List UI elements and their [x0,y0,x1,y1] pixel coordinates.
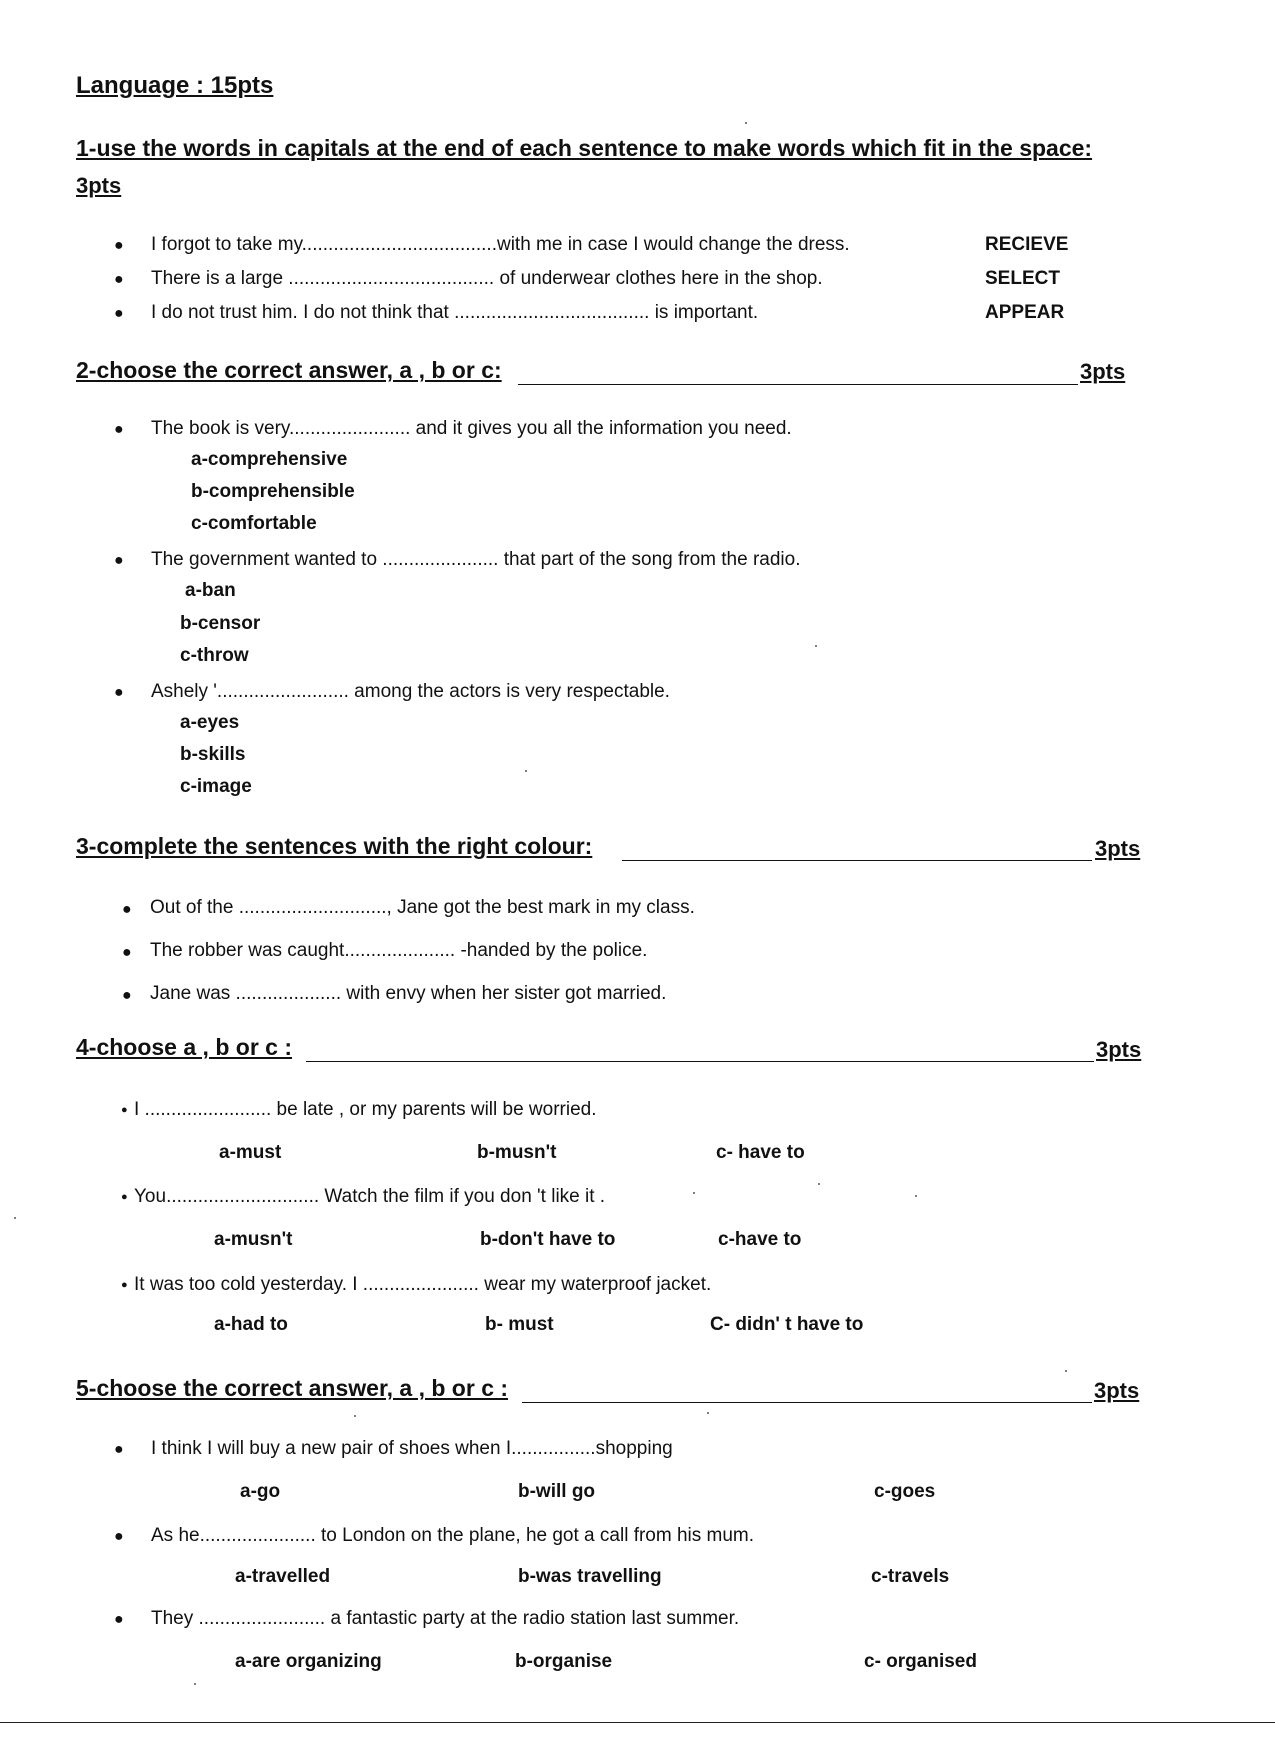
s3-sentence-3: Jane was .................... with envy when her sister got married. [150,983,667,1004]
s2-q1-option-c: c-comfortable [191,513,317,534]
s1-word-2: SELECT [985,268,1060,289]
s2-question-2: The government wanted to ...................... that part of the song from the radio. [151,549,801,570]
s4-q3-option-a: a-had to [214,1314,288,1335]
section-2-points: 3pts [1080,359,1126,384]
bullet-icon: ● [114,684,124,701]
s5-q2-option-c: c-travels [871,1566,950,1587]
section-5-points: 3pts [1094,1378,1140,1403]
section-4-points: 3pts [1096,1037,1142,1062]
page-title: Language : 15pts [76,72,274,99]
page-bottom-rule [0,1722,1275,1723]
s4-q1-option-b: b-musn't [477,1142,557,1163]
s5-q1-option-a: a-go [240,1481,281,1502]
s2-q2-option-b: b-censor [180,613,261,634]
s4-q1-option-a: a-must [219,1142,282,1163]
bullet-icon: ● [114,305,124,322]
s5-q2-option-a: a-travelled [235,1566,331,1587]
s5-q3-option-a: a-are organizing [235,1651,382,1672]
s2-q2-option-c: c-throw [180,645,249,666]
section-5-heading: 5-choose the correct answer, a , b or c : [76,1375,509,1401]
bullet-icon: ● [114,1528,124,1545]
heading-rule [522,1402,1092,1403]
scan-speck [707,1412,709,1414]
s5-question-3: They ........................ a fantastic party at the radio station last summer. [151,1608,740,1629]
s2-q1-option-b: b-comprehensible [191,481,355,502]
scan-speck [745,122,747,124]
heading-rule [518,384,1078,385]
s5-q2-option-b: b-was travelling [518,1566,662,1587]
bullet-icon: ● [121,1104,128,1116]
s5-q3-option-b: b-organise [515,1651,613,1672]
scan-speck [14,1217,16,1219]
bullet-icon: ● [114,271,124,288]
section-4-heading: 4-choose a , b or c : [76,1034,292,1060]
s2-question-3: Ashely '......................... among the actors is very respectable. [151,681,670,702]
s5-q1-option-b: b-will go [518,1481,596,1502]
s1-word-1: RECIEVE [985,234,1069,255]
section-2-heading: 2-choose the correct answer, a , b or c: [76,357,502,383]
section-3-points: 3pts [1095,836,1141,861]
scan-speck [194,1683,196,1685]
scan-speck [1065,1370,1067,1372]
scan-speck [354,1415,356,1417]
bullet-icon: ● [122,987,132,1004]
s3-sentence-1: Out of the ............................, Jane got the best mark in my class. [150,897,695,918]
s4-q2-option-a: a-musn't [214,1229,293,1250]
s4-q3-option-b: b- must [485,1314,554,1335]
bullet-icon: ● [114,1441,124,1458]
bullet-icon: ● [114,237,124,254]
bullet-icon: ● [114,1611,124,1628]
scan-speck [525,770,527,772]
bullet-icon: ● [122,944,132,961]
s2-q1-option-a: a-comprehensive [191,449,348,470]
s4-q2-option-b: b-don't have to [480,1229,616,1250]
bullet-icon: ● [122,901,132,918]
s4-q3-option-c: C- didn' t have to [710,1314,864,1335]
s2-question-1: The book is very....................... and it gives you all the information you need. [151,418,792,439]
scan-speck [815,645,817,647]
bullet-icon: ● [114,552,124,569]
s4-q1-option-c: c- have to [716,1142,805,1163]
bullet-icon: ● [121,1191,128,1203]
s4-question-2: You............................. Watch the film if you don 't like it . [134,1186,606,1207]
scan-speck [915,1195,917,1197]
s1-word-3: APPEAR [985,302,1065,323]
scan-speck [818,1183,820,1185]
s4-question-3: It was too cold yesterday. I ...................... wear my waterproof jacket. [134,1274,712,1295]
section-3-heading: 3-complete the sentences with the right colour: [76,833,593,859]
s1-sentence-3: I do not trust him. I do not think that ..................................... is important. [151,302,759,323]
heading-rule [306,1061,1094,1062]
s3-sentence-2: The robber was caught..................... -handed by the police. [150,940,648,961]
bullet-icon: ● [114,421,124,438]
s5-q1-option-c: c-goes [874,1481,936,1502]
s2-q3-option-c: c-image [180,776,252,797]
s1-sentence-2: There is a large ....................................... of underwear clothes here in the shop. [151,268,823,289]
s2-q3-option-b: b-skills [180,744,246,765]
s5-question-2: As he...................... to London on the plane, he got a call from his mum. [151,1525,755,1546]
s1-sentence-1: I forgot to take my.....................................with me in case I would change the dress. [151,234,850,255]
section-1-heading: 1-use the words in capitals at the end of each sentence to make words which fit in the space: [76,135,1093,161]
scan-speck [693,1192,695,1194]
s2-q2-option-a: a-ban [185,580,236,601]
s4-question-1: I ........................ be late , or my parents will be worried. [134,1099,597,1120]
s5-q3-option-c: c- organised [864,1651,977,1672]
section-1-points: 3pts [76,173,122,198]
s5-question-1: I think I will buy a new pair of shoes when I................shopping [151,1438,673,1459]
bullet-icon: ● [121,1279,128,1291]
heading-rule [622,860,1092,861]
s4-q2-option-c: c-have to [718,1229,802,1250]
s2-q3-option-a: a-eyes [180,712,240,733]
